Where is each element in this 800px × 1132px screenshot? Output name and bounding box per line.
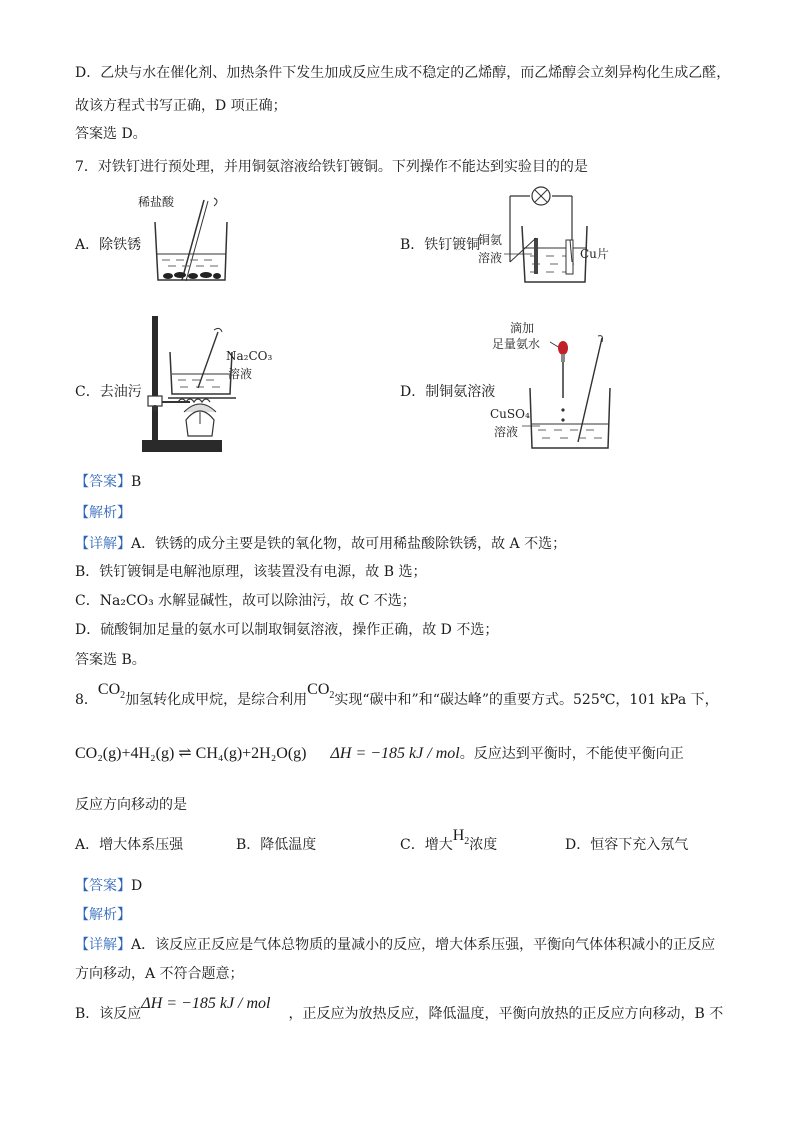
figure-d-drop-label-2: 足量氨水	[492, 337, 541, 351]
figure-c-heating-setup	[140, 312, 280, 457]
q8-detail-a1: A．该反应正反应是气体总物质的量减小的反应，增大体系压强，平衡向气体体积减小的正反应	[131, 937, 716, 953]
figure-d-solution-label-1: CuSO₄	[490, 407, 530, 421]
q7-detail-b: B．铁钉镀铜是电解池原理，该装置没有电源，故 B 选；	[75, 564, 427, 580]
q7-detail-c: C．Na₂CO₃ 水解显碱性，故可以除油污，故 C 不选；	[75, 593, 416, 609]
figure-a-reagent-label: 稀盐酸	[138, 195, 175, 209]
q8-stem-line3: 反应方向移动的是	[75, 797, 187, 813]
figure-c-reagent-label-2: 溶液	[228, 367, 253, 381]
q6-option-d-line2: 故该方程式书写正确，D 项正确；	[75, 98, 287, 114]
q8-number: 8．	[75, 692, 98, 708]
figure-c-reagent-label-1: Na₂CO₃	[226, 349, 273, 363]
q8-detail-a-line1	[75, 935, 715, 955]
q8-detail-b-line	[75, 995, 724, 1024]
q8-stem-b: 实现“碳中和”和“碳达峰”的重要方式。525℃，101 kPa 下，	[334, 692, 719, 708]
figure-d-drop-label-1: 滴加	[510, 321, 535, 335]
q8-co2-formula-2: $CO_2$	[307, 681, 335, 702]
q8-equation-tail: 。反应达到平衡时，不能使平衡向正	[459, 746, 684, 762]
q7-stem: 7．对铁钉进行预处理，并用铜氨溶液给铁钉镀铜。下列操作不能达到实验目的的是	[75, 159, 588, 175]
q7-detail-a-line	[75, 534, 566, 554]
q7-option-b-label: B．铁钉镀铜	[400, 237, 481, 253]
q8-option-b: B．降低温度	[236, 837, 317, 853]
detail-tag: 【详解】	[75, 937, 131, 953]
q7-option-a-label: A．除铁锈	[75, 237, 142, 253]
q8-detail-b-pre: B．该反应	[75, 1006, 142, 1022]
q8-co2-formula-1: $CO_2$	[97, 681, 126, 702]
figure-d-solution-label-2: 溶液	[494, 425, 519, 439]
q8-detail-a2: 方向移动，A 不符合题意；	[75, 966, 244, 982]
q7-detail-d: D．硫酸铜加足量的氨水可以制取铜氨溶液，操作正确，故 D 不选；	[75, 622, 499, 638]
answer-tag: 【答案】	[75, 878, 131, 894]
q8-equation: CO₂(g)+4H₂(g) ⇌ CH₄(g)+2H₂O(g)	[75, 745, 307, 762]
q8-delta-h: ΔH = −185 kJ / mol	[330, 745, 460, 762]
figure-b-electrode-label: Cu片	[580, 247, 609, 261]
q8-stem-a: 加氢转化成甲烷，是综合利用	[125, 692, 308, 708]
q8-analysis-tag: 【解析】	[75, 907, 131, 923]
q6-answer: 答案选 D。	[75, 126, 147, 142]
detail-tag: 【详解】	[75, 536, 131, 552]
q8-option-a: A．增大体系压强	[75, 837, 184, 853]
q7-answer: B	[131, 474, 142, 490]
q7-option-c-label: C．去油污	[75, 384, 142, 400]
q8-stem-line1	[75, 681, 719, 716]
q8-detail-b-delta-h: ΔH = −185 kJ / mol	[141, 995, 271, 1012]
q8-option-c: C．增大$H_2$浓度	[400, 827, 498, 853]
answer-tag: 【答案】	[75, 474, 131, 490]
q7-conclusion: 答案选 B。	[75, 652, 146, 668]
q8-equation-line	[75, 744, 684, 764]
q8-option-d: D．恒容下充入氖气	[565, 837, 689, 853]
figure-b-electroplating	[470, 182, 610, 292]
q7-option-d-label: D．制铜氨溶液	[400, 384, 496, 400]
q7-detail-a: A．铁锈的成分主要是铁的氧化物，故可用稀盐酸除铁锈，故 A 不选；	[131, 536, 567, 552]
q8-answer-line	[75, 876, 142, 896]
q7-analysis-tag: 【解析】	[75, 505, 131, 521]
q7-answer-line	[75, 472, 141, 492]
q8-detail-b-post: ，正反应为放热反应，降低温度，平衡向放热的正反应方向移动，B 不	[288, 1006, 724, 1022]
figure-a-beaker-hcl	[130, 188, 240, 288]
figure-b-reagent-label-2: 溶液	[478, 251, 503, 265]
figure-b-reagent-label-1: 铜氨	[478, 233, 503, 247]
q6-option-d-line1: D．乙炔与水在催化剂、加热条件下发生加成反应生成不稳定的乙烯醇，而乙烯醇会立刻异构化生成乙醛，	[75, 65, 731, 81]
q8-answer: D	[131, 878, 143, 894]
